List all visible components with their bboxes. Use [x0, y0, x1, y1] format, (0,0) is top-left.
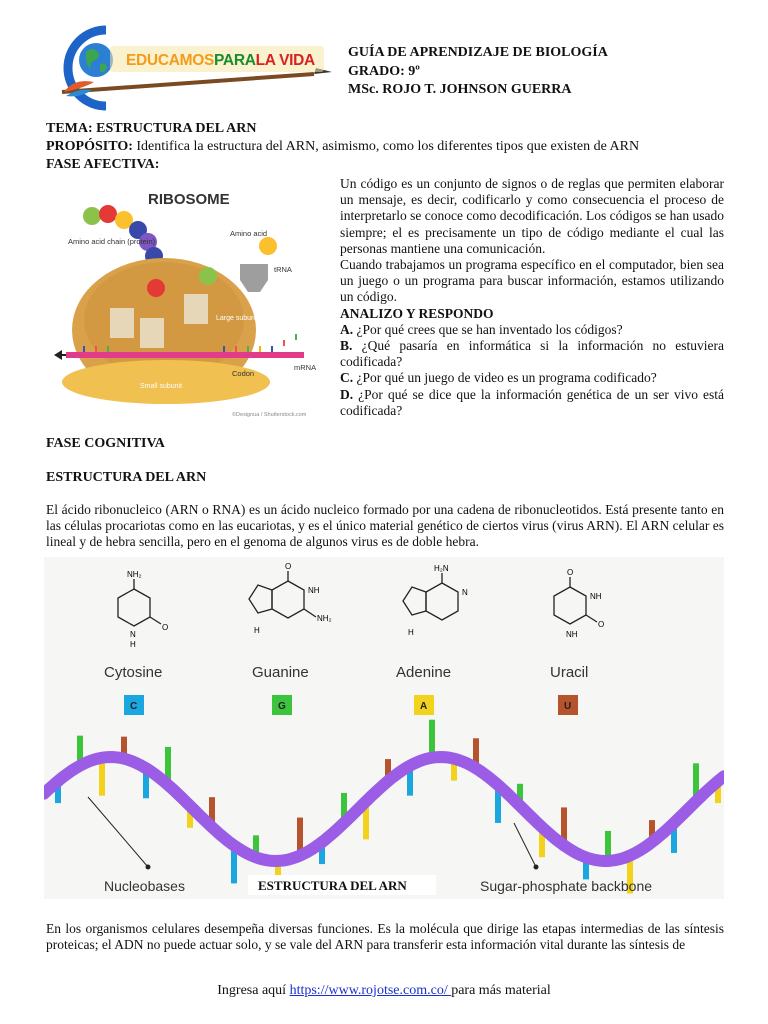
amino-chain-label: Amino acid chain (protein) [68, 237, 156, 246]
svg-text:NH: NH [590, 592, 602, 601]
figure-credit: ©Designua / Shutterstock.com [232, 412, 307, 418]
svg-text:NH₂: NH₂ [127, 570, 142, 579]
intro-text [340, 176, 724, 419]
header-author: MSc. ROJO T. JOHNSON GUERRA [348, 82, 572, 97]
document-header [348, 44, 608, 100]
base-letter-a: A [420, 701, 428, 712]
intro-paragraph-2: Cuando trabajamos un programa específico en el computador, bien sea un juego o un programa para buscar información, estamos utilizando un código. [340, 257, 724, 305]
footer [0, 983, 768, 999]
functions-paragraph: En los organismos celulares desempeña diversas funciones. Es la molécula que dirige las etapas intermedias de las síntesis proteicas; el ADN no puede actuar solo, y se vale del ARN para transferir esta información vital durante las síntesis de [46, 921, 724, 953]
intro-paragraph-1: Un código es un conjunto de signos o de reglas que permiten elaborar un mensaje, es decir, codificarlo y como consecuencia el proceso de interpretarlo se conoce como decodificación. Los códigos se han usado siempre; el es precisamente un tipo de código mediante el cual las personas mantiene una comunicación. [340, 176, 724, 256]
codon-label: Codon [232, 369, 255, 378]
rna-structure-title: ESTRUCTURA DEL ARN [46, 470, 207, 485]
purpose-text: Identifica la estructura del ARN, asimismo, como los diferentes tipos que existen de ARN [132, 139, 640, 154]
svg-text:H: H [408, 628, 414, 637]
purpose-line [46, 139, 639, 155]
question-b: B. ¿Qué pasaría en informática si la información no estuviera codificada? [340, 338, 724, 370]
svg-text:NH: NH [308, 586, 320, 595]
base-name-cytosine: Cytosine [104, 664, 163, 681]
svg-text:N: N [462, 588, 468, 597]
ribosome-title: RIBOSOME [148, 191, 230, 208]
rna-diagram [44, 557, 724, 899]
base-name-guanine: Guanine [252, 664, 309, 681]
svg-text:O: O [162, 623, 169, 632]
question-d: D. ¿Por qué se dice que la información genética de un ser vivo está codificada? [340, 386, 724, 418]
base-name-uracil: Uracil [550, 664, 589, 681]
svg-text:O: O [285, 562, 292, 571]
backbone-label: Sugar-phosphate backbone [480, 878, 653, 894]
question-a: A. ¿Por qué crees que se han inventado los códigos? [340, 321, 623, 337]
logo-word-lavida: LA VIDA [255, 52, 315, 69]
cognitive-phase-title: FASE COGNITIVA [46, 436, 165, 451]
affective-phase-title: FASE AFECTIVA: [46, 157, 160, 172]
header-subject: GUÍA DE APRENDIZAJE DE BIOLOGÍA [348, 45, 608, 60]
question-c: C. ¿Por qué un juego de video es un programa codificado? [340, 370, 657, 386]
ribosome-diagram [44, 180, 326, 420]
logo-word-educamos: EDUCAMOS [126, 52, 215, 69]
base-letter-u: U [564, 701, 572, 712]
adenine-structure [403, 573, 458, 620]
large-subunit-label: Large subunit [216, 315, 259, 322]
rna-structure-figure [44, 557, 724, 899]
svg-text:H₂N: H₂N [434, 564, 449, 573]
topic-title: TEMA: ESTRUCTURA DEL ARN [46, 121, 257, 136]
header-grade: GRADO: 9º [348, 63, 420, 79]
svg-text:NH: NH [566, 630, 578, 639]
base-letter-g: G [278, 701, 286, 712]
base-letter-c: C [130, 701, 138, 712]
ribosome-figure [44, 180, 326, 420]
trna-label: tRNA [274, 265, 292, 274]
base-name-adenine: Adenine [396, 664, 452, 681]
nucleobases-label: Nucleobases [104, 878, 185, 894]
svg-text:H: H [254, 626, 260, 635]
analyze-title: ANALIZO Y RESPONDO [340, 305, 494, 321]
footer-suffix: para más material [451, 983, 551, 998]
mrna-label: mRNA [294, 363, 317, 372]
svg-text:O: O [567, 568, 574, 577]
svg-text:NH₂: NH₂ [317, 614, 332, 623]
purpose-label: PROPÓSITO: [46, 139, 133, 154]
backbone-strand [44, 757, 724, 861]
website-link[interactable]: https://www.rojotse.com.co/ [289, 983, 452, 998]
amino-acid-label: Amino acid [230, 229, 268, 238]
svg-text:O: O [598, 620, 605, 629]
guanine-structure [249, 571, 316, 618]
logo-wordmark [126, 52, 315, 70]
small-subunit-label: Small subunit [140, 383, 183, 390]
logo-word-para: PARA [214, 52, 256, 69]
svg-text:H: H [130, 640, 136, 649]
cytosine-structure [118, 579, 161, 626]
svg-text:N: N [130, 630, 136, 639]
footer-prefix: Ingresa aquí [217, 983, 290, 998]
figure-center-label: ESTRUCTURA DEL ARN [258, 878, 407, 893]
rna-paragraph: El ácido ribonucleico (ARN o RNA) es un ácido nucleico formado por una cadena de ribonucleotidos. Está presente tanto en las células procariotas como en las eucariotas, y es el único material genético de ciertos virus (virus ARN). El ARN celular es lineal y de hebra sencilla, pero en el genoma de algunos virus es de doble hebra. [46, 502, 724, 550]
